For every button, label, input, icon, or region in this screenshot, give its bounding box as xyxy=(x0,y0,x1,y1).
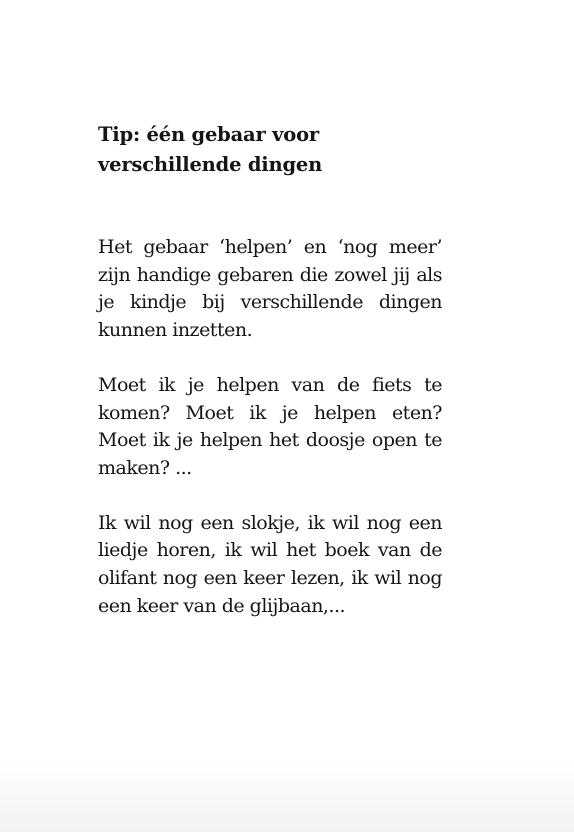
title-line-1: Tip: één gebaar voor xyxy=(98,123,319,146)
paragraph-helpen-nog-meer: Het gebaar ‘helpen’ en ‘nog meer’ zijn handige gebaren die zowel jij als je kindje bij verschillende dingen kunnen inzetten. xyxy=(98,236,442,342)
paragraph-nog-meer-examples: Ik wil nog een slokje, ik wil nog een liedje horen, ik wil het boek van de olifant nog een keer lezen, ik wil nog een keer van de glijbaan,... xyxy=(98,511,442,617)
document-content xyxy=(98,120,442,620)
paragraph-helpen-examples: Moet ik je helpen van de fiets te komen? Moet ik je helpen eten? Moet ik je helpen het doosje open te maken? ... xyxy=(98,373,442,479)
title-line-2: verschillende dingen xyxy=(98,153,323,176)
page-title xyxy=(98,120,442,180)
